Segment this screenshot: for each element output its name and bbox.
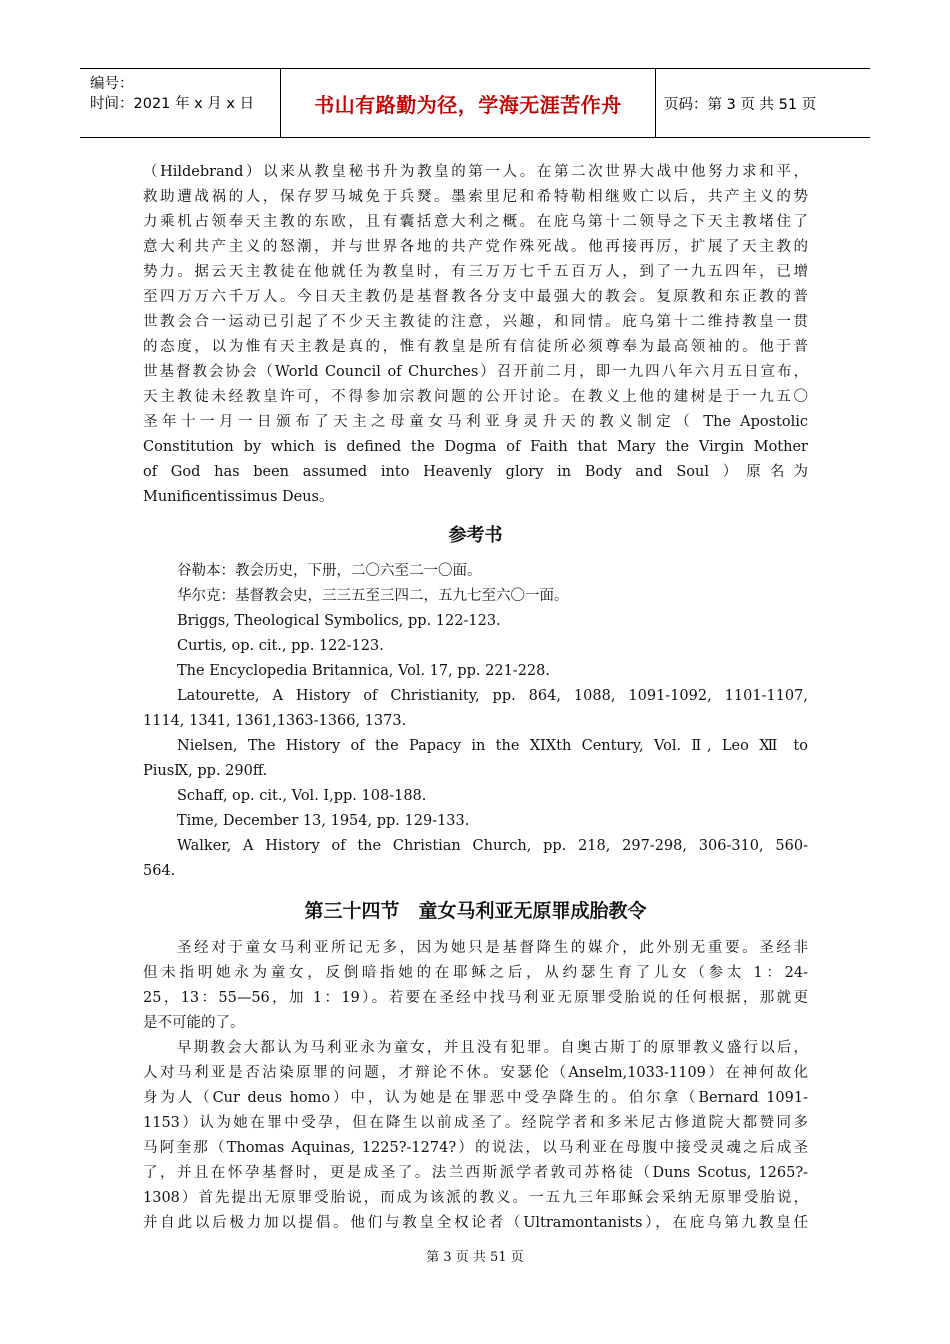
page-header — [80, 68, 870, 138]
document-number-label: 编号： — [90, 76, 134, 92]
text-line: （Hildebrand）以来从教皇秘书升为教皇的第一人。在第二次世界大战中他努力求和平， — [143, 164, 808, 180]
reference-list — [143, 559, 808, 884]
text-line: 世教会合一运动已引起了不少天主教徒的注意，兴趣，和同情。庇乌第十二维持教皇一贯 — [143, 314, 808, 330]
text-line: Constitution by which is defined the Dogma of Faith that Mary the Virgin Mother — [143, 439, 808, 455]
header-page-code: 页码：第 3 页 共 51 页 — [664, 96, 817, 113]
paragraph-scripture — [143, 936, 808, 1036]
text-line: 马阿奎那（Thomas Aquinas, 1225?-1274?）的说法，以马利亚在母腹中接受灵魂之后成圣 — [143, 1140, 808, 1156]
reference-item: 谷勒本：教会历史，下册，二〇六至二一〇面。 — [177, 563, 482, 579]
reference-item: 华尔克：基督教会史，三三五至三四二，五九七至六〇一面。 — [177, 588, 569, 604]
text-line: 世基督教会协会（World Council of Churches）召开前二月，即一九四八年六月五日宣布， — [143, 364, 808, 380]
text-line: 25，13：55—56，加 1：19）。若要在圣经中找马利亚无原罪受胎说的任何根据，那就更 — [143, 990, 808, 1006]
text-line: 至四万万六千万人。今日天主教仍是基督教各分支中最强大的教会。复原教和东正教的普 — [143, 289, 808, 305]
text-line: 身为人（Cur deus homo）中，认为她是在罪恶中受孕降生的。伯尔拿（Bernard 1091- — [143, 1090, 808, 1106]
reference-item: Briggs, Theological Symbolics, pp. 122-123. — [177, 613, 501, 629]
header-motto-cell — [281, 69, 656, 137]
paragraph-papacy — [143, 160, 808, 510]
text-line: of God has been assumed into Heavenly glory in Body and Soul ）原名为 — [143, 464, 808, 480]
paragraph-early-church — [143, 1036, 808, 1236]
header-meta-cell — [80, 69, 281, 137]
text-line: 圣经对于童女马利亚所记无多，因为她只是基督降生的媒介，此外别无重要。圣经非 — [177, 940, 808, 956]
section-heading: 第三十四节 童女马利亚无原罪成胎教令 — [304, 900, 647, 922]
text-line: 人对马利亚是否沾染原罪的问题，才辩论不休。安瑟伦（Anselm,1033-1109）在神何故化 — [143, 1065, 808, 1081]
text-line: 并自此以后极力加以提倡。他们与教皇全权论者（Ultramontanists），在庇乌第九教皇任 — [143, 1215, 808, 1231]
reference-item-continued: PiusⅨ, pp. 290ff. — [143, 763, 268, 779]
reference-item: Curtis, op. cit., pp. 122-123. — [177, 638, 384, 654]
reference-item: Latourette, A History of Christianity, pp. 864, 1088, 1091-1092, 1101-1107, — [177, 688, 808, 704]
text-line: 1308）首先提出无原罪受胎说，而成为该派的教义。一五九三年耶稣会采纳无原罪受胎说， — [143, 1190, 808, 1206]
text-line: 意大利共产主义的怒潮，并与世界各地的共产党作殊死战。他再接再厉，扩展了天主教的 — [143, 239, 808, 255]
text-line: 势力。据云天主教徒在他就任为教皇时，有三万万七千五百万人，到了一九五四年，已增 — [143, 264, 808, 280]
document-body — [143, 160, 808, 1236]
reference-item: Schaff, op. cit., Vol. Ⅰ,pp. 108-188. — [177, 788, 427, 804]
text-line: Munificentissimus Deus。 — [143, 489, 334, 505]
document-date: 时间：2021 年 x 月 x 日 — [90, 96, 255, 112]
header-page-cell — [656, 69, 870, 137]
text-line: 圣年十一月一日颁布了天主之母童女马利亚身灵升天的教义制定（ The Apostolic — [143, 414, 808, 430]
reference-item: Walker, A History of the Christian Church, pp. 218, 297-298, 306-310, 560- — [177, 838, 808, 854]
reference-item-continued: 564. — [143, 863, 176, 879]
header-motto: 书山有路勤为径，学海无涯苦作舟 — [314, 92, 622, 117]
references-heading: 参考书 — [448, 525, 503, 546]
text-line: 早期教会大都认为马利亚永为童女，并且没有犯罪。自奥古斯丁的原罪教义盛行以后， — [177, 1040, 808, 1056]
text-line: 天主教徒未经教皇许可，不得参加宗教问题的公开讨论。在教义上他的建树是于一九五〇 — [143, 389, 808, 405]
reference-item: Nielsen, The History of the Papacy in the XIXth Century, Vol. Ⅱ, Leo Ⅻ to — [177, 738, 808, 754]
text-line: 是不可能的了。 — [143, 1015, 245, 1031]
reference-item-continued: 1114, 1341, 1361,1363-1366, 1373. — [143, 713, 407, 729]
reference-item: Time, December 13, 1954, pp. 129-133. — [177, 813, 470, 829]
text-line: 1153）认为她在罪中受孕，但在降生以前成圣了。经院学者和多米尼古修道院大都赞同多 — [143, 1115, 808, 1131]
text-line: 救助遭战祸的人，保存罗马城免于兵燹。墨索里尼和希特勒相继败亡以后，共产主义的势 — [143, 189, 808, 205]
text-line: 力乘机占领奉天主教的东欧，且有囊括意大利之概。在庇乌第十二领导之下天主教堵住了 — [143, 214, 808, 230]
page-footer: 第 3 页 共 51 页 — [426, 1250, 524, 1265]
reference-item: The Encyclopedia Britannica, Vol. 17, pp. 221-228. — [177, 663, 550, 679]
text-line: 的态度，以为惟有天主教是真的，惟有教皇是所有信徒所必须尊奉为最高领袖的。他于普 — [143, 339, 808, 355]
text-line: 了，并且在怀孕基督时，更是成圣了。法兰西斯派学者敦司苏格徒（Duns Scotus, 1265?- — [143, 1165, 808, 1181]
text-line: 但未指明她永为童女，反倒暗指她的在耶稣之后，从约瑟生育了儿女（参太 1：24- — [143, 965, 808, 981]
